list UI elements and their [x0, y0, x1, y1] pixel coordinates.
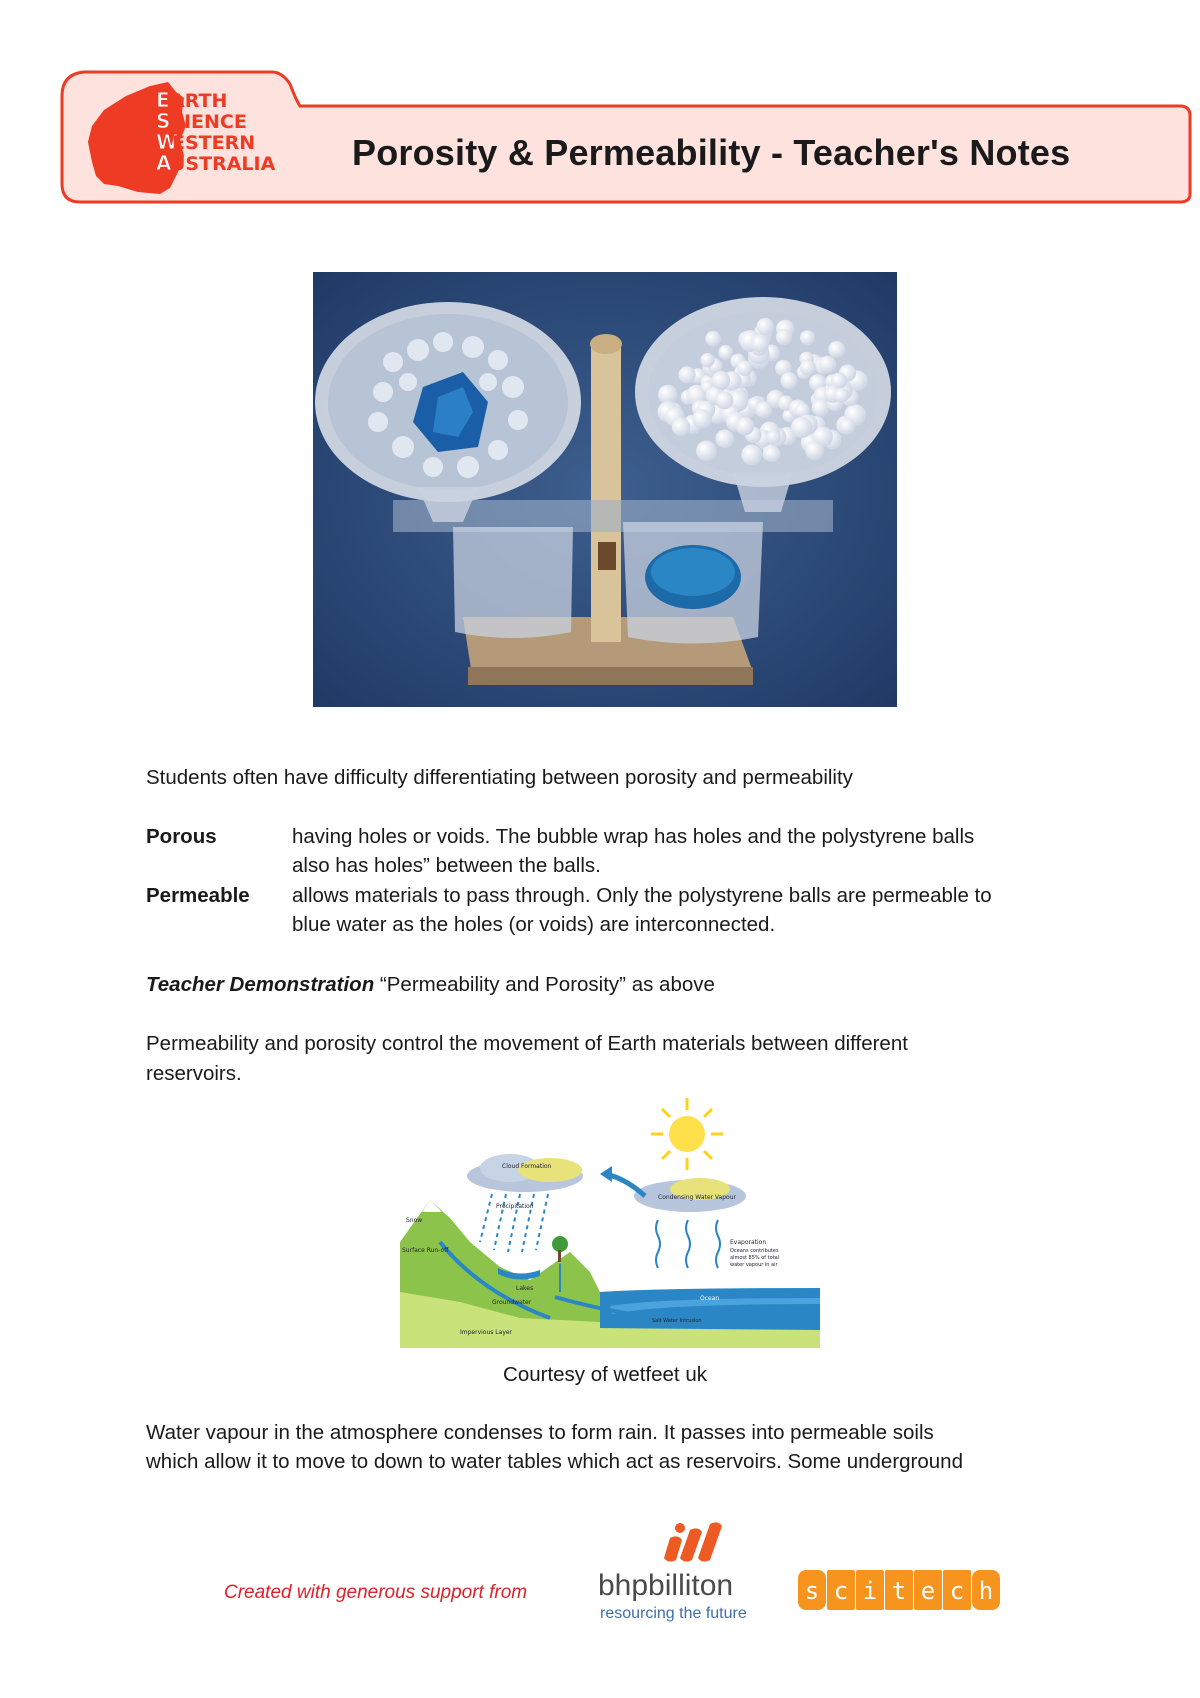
def-porous-line-1: having holes or voids. The bubble wrap has holes and the polystyrene balls	[292, 825, 975, 848]
label-impervious: Impervious Layer	[460, 1329, 513, 1336]
polystyrene-ball	[756, 401, 773, 418]
demo-label: Teacher Demonstration	[146, 973, 375, 996]
polystyrene-ball	[696, 441, 717, 462]
polystyrene-ball	[658, 385, 677, 404]
water-cycle-diagram	[400, 1092, 820, 1348]
polystyrene-ball	[764, 446, 780, 462]
label-evap-note-3: water vapour in air	[730, 1262, 778, 1268]
def-permeable-line-1: allows materials to pass through. Only the polystyrene balls are permeable to	[292, 884, 992, 907]
logo-word-1: ARTH	[170, 90, 228, 112]
label-condensing: Condensing Water Vapour	[658, 1194, 736, 1201]
scitech-letter: s	[804, 1577, 820, 1605]
polystyrene-ball	[672, 418, 691, 437]
scitech-letter: e	[920, 1577, 936, 1605]
demo-photo	[313, 272, 897, 707]
diagram-caption: Courtesy of wetfeet uk	[503, 1363, 707, 1386]
polystyrene-ball	[678, 366, 695, 383]
para-control-line-1: Permeability and porosity control the movement of Earth materials between different	[146, 1032, 908, 1055]
term-porous: Porous	[146, 825, 217, 848]
tree-icon	[552, 1236, 568, 1252]
polystyrene-ball	[757, 318, 775, 336]
demo-line	[146, 970, 715, 999]
polystyrene-ball	[776, 329, 792, 345]
polystyrene-ball	[791, 417, 812, 438]
label-salt-water: Salt Water Intrusion	[652, 1318, 702, 1324]
label-lakes: Lakes	[516, 1285, 534, 1292]
support-note: Created with generous support from	[224, 1582, 528, 1603]
logo-word-3: ESTERN	[172, 132, 256, 154]
logo-initial-s: S	[156, 109, 171, 133]
polystyrene-ball	[700, 353, 714, 367]
para-water-line-1: Water vapour in the atmosphere condenses to form rain. It passes into permeable soils	[146, 1421, 934, 1444]
label-precipitation: Precipitation	[496, 1203, 534, 1210]
para-water-line-2: which allow it to move to down to water tables which act as reservoirs. Some underground	[146, 1450, 963, 1473]
scitech-logo	[798, 1568, 1000, 1614]
intro-text: Students often have difficulty differentiating between porosity and permeability	[146, 766, 853, 789]
polystyrene-ball	[736, 417, 754, 435]
polystyrene-ball	[712, 371, 731, 390]
def-permeable-line-2: blue water as the holes (or voids) are interconnected.	[292, 913, 776, 936]
label-surface-runoff: Surface Run-off	[402, 1247, 449, 1254]
label-groundwater: Groundwater	[492, 1299, 532, 1306]
scitech-letter: t	[891, 1577, 907, 1605]
polystyrene-ball	[716, 430, 735, 449]
logo-word-4: USTRALIA	[170, 153, 276, 175]
page-title: Porosity & Permeability - Teacher's Notes	[352, 132, 1071, 173]
polystyrene-ball	[781, 372, 798, 389]
label-cloud-formation: Cloud Formation	[502, 1163, 552, 1170]
logo-initial-a: A	[156, 151, 172, 175]
polystyrene-ball	[834, 388, 849, 403]
header-banner	[0, 0, 1200, 210]
label-snow: Snow	[406, 1217, 423, 1224]
polystyrene-ball	[716, 392, 734, 410]
label-evaporation: Evaporation	[730, 1239, 767, 1246]
bhp-name: bhpbilliton	[598, 1569, 734, 1602]
logo-word-2: CIENCE	[170, 111, 247, 133]
polystyrene-ball	[705, 331, 721, 347]
label-ocean: Ocean	[700, 1295, 720, 1302]
polystyrene-ball	[812, 399, 830, 417]
polystyrene-ball	[828, 341, 845, 358]
polystyrene-ball	[751, 334, 769, 352]
scitech-letter: i	[862, 1577, 878, 1605]
label-evap-note-1: Oceans contributes	[730, 1248, 779, 1254]
demo-text: “Permeability and Porosity” as above	[374, 973, 715, 996]
polystyrene-ball	[741, 444, 762, 465]
scitech-letter: c	[833, 1577, 849, 1605]
polystyrene-ball	[800, 360, 816, 376]
scitech-letter: c	[949, 1577, 965, 1605]
bhp-tagline: resourcing the future	[600, 1605, 747, 1622]
polystyrene-ball	[800, 330, 815, 345]
polystyrene-ball	[839, 418, 855, 434]
polystyrene-ball	[766, 430, 780, 444]
polystyrene-ball	[805, 441, 824, 460]
polystyrene-ball	[718, 345, 733, 360]
para-control-line-2: reservoirs.	[146, 1062, 242, 1085]
def-porous-line-2: also has holes” between the balls.	[292, 854, 601, 877]
bhp-logo	[598, 1520, 758, 1630]
scitech-letter: h	[978, 1577, 994, 1605]
polystyrene-ball	[819, 356, 836, 373]
term-permeable: Permeable	[146, 884, 250, 907]
logo-initial-w: W	[156, 130, 179, 154]
label-evap-note-2: almost 85% of total	[730, 1255, 780, 1261]
bhp-mark-icon	[664, 1522, 722, 1561]
polystyrene-ball	[737, 360, 753, 376]
polystyrene-ball	[692, 409, 712, 429]
logo-initial-e: E	[156, 88, 170, 112]
